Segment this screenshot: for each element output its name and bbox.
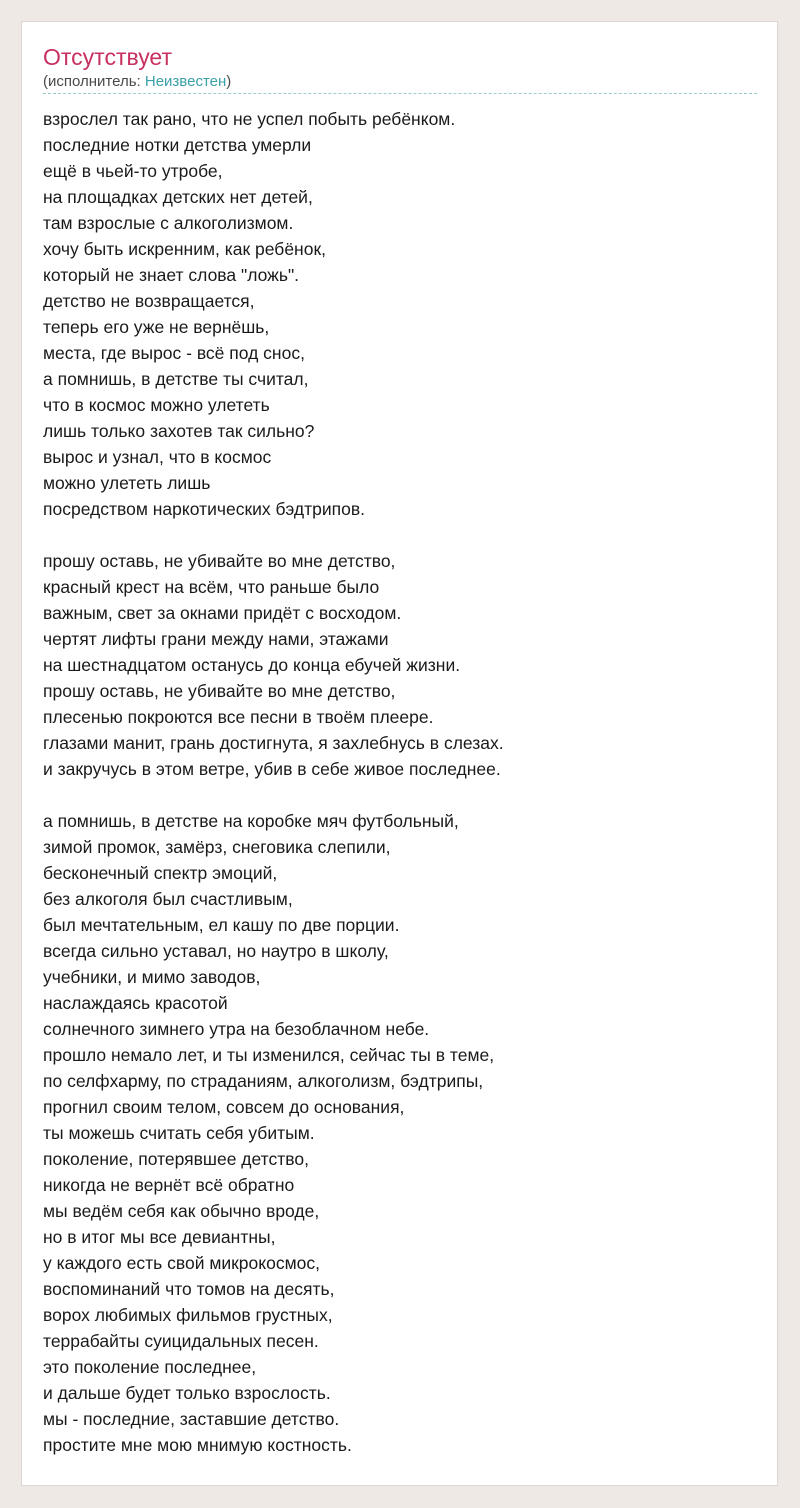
lyric-line: лишь только захотев так сильно? (43, 421, 315, 441)
lyric-line: и закручусь в этом ветре, убив в себе живое последнее. (43, 759, 501, 779)
artist-link[interactable]: Неизвестен (144, 73, 227, 90)
lyric-line: мы - последние, заставшие детство. (43, 1409, 340, 1429)
stanza-gap (43, 522, 763, 548)
lyric-line: глазами манит, грань достигнута, я захлебнусь в слезах. (43, 733, 504, 753)
lyric-line: посредством наркотических бэдтрипов. (43, 499, 365, 519)
stanza-gap (43, 782, 763, 808)
lyric-line: теперь его уже не вернёшь, (43, 317, 270, 337)
lyrics-card (21, 21, 778, 1486)
lyric-line: а помнишь, в детстве ты считал, (43, 369, 309, 389)
lyric-line: который не знает слова "ложь". (43, 265, 300, 285)
lyric-line: вырос и узнал, что в космос (43, 447, 272, 467)
lyric-line: плесенью покроются все песни в твоём плеере. (43, 707, 434, 727)
lyric-line: а помнишь, в детстве на коробке мяч футбольный, (43, 811, 459, 831)
lyric-line: террабайты суицидальных песен. (43, 1331, 319, 1351)
lyric-line: ты можешь считать себя убитым. (43, 1123, 315, 1143)
lyric-line: зимой промок, замёрз, снеговика слепили, (43, 837, 391, 857)
lyric-line: места, где вырос - всё под снос, (43, 343, 305, 363)
header-divider (43, 93, 757, 94)
lyric-line: ворох любимых фильмов грустных, (43, 1305, 333, 1325)
lyric-line: простите мне мою мнимую костность. (43, 1435, 352, 1455)
lyric-line: мы ведём себя как обычно вроде, (43, 1201, 320, 1221)
lyric-line: можно улететь лишь (43, 473, 211, 493)
lyric-line: наслаждаясь красотой (43, 993, 228, 1013)
lyric-line: никогда не вернёт всё обратно (43, 1175, 295, 1195)
lyric-line: прогнил своим телом, совсем до основания, (43, 1097, 405, 1117)
lyric-line: последние нотки детства умерли (43, 135, 312, 155)
song-title: Отсутствует (43, 44, 172, 70)
lyric-line: красный крест на всём, что раньше было (43, 577, 380, 597)
lyric-line: бесконечный спектр эмоций, (43, 863, 278, 883)
lyric-line: учебники, и мимо заводов, (43, 967, 261, 987)
lyric-line: по селфхарму, по страданиям, алкоголизм, бэдтрипы, (43, 1071, 484, 1091)
lyric-line: что в космос можно улететь (43, 395, 270, 415)
lyric-line: взрослел так рано, что не успел побыть ребёнком. (43, 109, 456, 129)
lyric-line: прошу оставь, не убивайте во мне детство, (43, 551, 396, 571)
lyric-line: и дальше будет только взрослость. (43, 1383, 331, 1403)
lyric-line: чертят лифты грани между нами, этажами (43, 629, 389, 649)
lyric-line: но в итог мы все девиантны, (43, 1227, 276, 1247)
lyric-line: был мечтательным, ел кашу по две порции. (43, 915, 400, 935)
lyric-line: на площадках детских нет детей, (43, 187, 313, 207)
lyric-line: там взрослые с алкоголизмом. (43, 213, 294, 233)
lyric-line: поколение, потерявшее детство, (43, 1149, 309, 1169)
lyric-line: на шестнадцатом останусь до конца ебучей жизни. (43, 655, 461, 675)
lyric-line: прошу оставь, не убивайте во мне детство, (43, 681, 396, 701)
lyric-line: у каждого есть свой микрокосмос, (43, 1253, 320, 1273)
lyric-line: важным, свет за окнами придёт с восходом. (43, 603, 402, 623)
artist-prefix: (исполнитель: (43, 73, 145, 90)
lyric-line: ещё в чьей-то утробе, (43, 161, 223, 181)
lyric-line: воспоминаний что томов на десять, (43, 1279, 335, 1299)
lyric-line: солнечного зимнего утра на безоблачном небе. (43, 1019, 430, 1039)
lyrics-body (43, 106, 763, 1458)
artist-suffix: ) (226, 73, 232, 90)
lyric-line: детство не возвращается, (43, 291, 255, 311)
lyric-line: это поколение последнее, (43, 1357, 257, 1377)
lyric-line: всегда сильно уставал, но наутро в школу, (43, 941, 389, 961)
lyric-line: хочу быть искренним, как ребёнок, (43, 239, 326, 259)
artist-line (43, 72, 231, 92)
lyric-line: без алкоголя был счастливым, (43, 889, 293, 909)
lyric-line: прошло немало лет, и ты изменился, сейчас ты в теме, (43, 1045, 495, 1065)
